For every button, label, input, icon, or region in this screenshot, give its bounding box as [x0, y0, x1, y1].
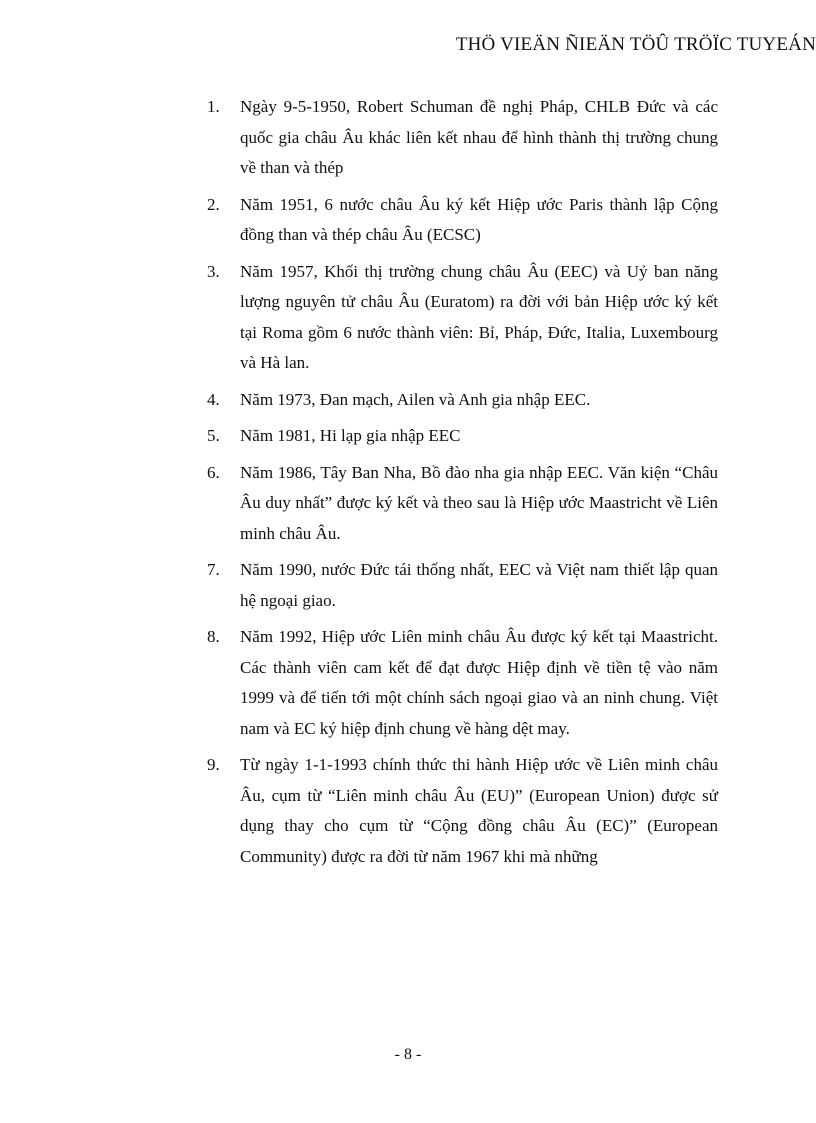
list-item-number: 4. — [207, 389, 220, 409]
list-item — [207, 385, 718, 416]
list-item — [207, 750, 718, 872]
list-item-number: 8. — [207, 627, 220, 646]
list-item-number: 9. — [207, 755, 220, 774]
list-item-text: Năm 1973, Đan mạch, Ailen và Anh gia nhập EEC. — [240, 389, 591, 409]
list-item-number: 2. — [207, 194, 220, 214]
running-header: THÖ VIEÄN ÑIEÄN TÖÛ TRÖÏC TUYEÁN — [455, 34, 816, 55]
list-item-number: 1. — [207, 97, 220, 116]
list-item-text: Năm 1957, Khối thị trường chung châu Âu (EEC) và Uỷ ban năng lượng nguyên tử châu Âu (Euratom) ra đời với bản Hiệp ước ký kết tại Roma gồm 6 nước thành viên: Bỉ, Pháp, Đức, Italia, Luxembourg và Hà lan. — [240, 261, 718, 372]
list-item-text: Năm 1986, Tây Ban Nha, Bồ đào nha gia nhập EEC. Văn kiện “Châu Âu duy nhất” được ký kết và theo sau là Hiệp ước Maastricht về Liên minh châu Âu. — [240, 462, 718, 543]
list-item-text: Năm 1981, Hi lạp gia nhập EEC — [240, 426, 461, 445]
list-item — [207, 421, 718, 452]
list-item-text: Từ ngày 1-1-1993 chính thức thi hành Hiệp ước về Liên minh châu Âu, cụm từ “Liên minh châu Âu (EU)” (European Union) được sử dụng thay cho cụm từ “Cộng đồng châu Âu (EC)” (European Community) được ra đời từ năm 1967 khi mà những — [240, 755, 718, 866]
list-item — [207, 555, 718, 616]
list-item-text: Năm 1990, nước Đức tái thống nhất, EEC và Việt nam thiết lập quan hệ ngoại giao. — [240, 560, 718, 610]
list-item — [207, 622, 718, 744]
list-item-number: 5. — [207, 426, 220, 445]
list-item — [207, 458, 718, 550]
list-item-number: 7. — [207, 560, 220, 579]
list-item-text: Ngày 9-5-1950, Robert Schuman đề nghị Pháp, CHLB Đức và các quốc gia châu Âu khác liên kết nhau để hình thành thị trường chung về than và thép — [240, 97, 718, 177]
list-item-number: 3. — [207, 261, 220, 281]
list-item — [207, 92, 718, 184]
numbered-list — [207, 92, 718, 878]
list-item-number: 6. — [207, 462, 220, 482]
list-item — [207, 257, 718, 379]
list-item-text: Năm 1992, Hiệp ước Liên minh châu Âu được ký kết tại Maastricht. Các thành viên cam kết để đạt được Hiệp định về tiền tệ vào năm 1999 và để tiến tới một chính sách ngoại giao và an ninh chung. Việt nam và EC ký hiệp định chung về hàng dệt may. — [240, 627, 718, 738]
list-item — [207, 190, 718, 251]
list-item-text: Năm 1951, 6 nước châu Âu ký kết Hiệp ước Paris thành lập Cộng đồng than và thép châu Âu (ECSC) — [240, 194, 718, 244]
page-number: - 8 - — [394, 1046, 422, 1063]
